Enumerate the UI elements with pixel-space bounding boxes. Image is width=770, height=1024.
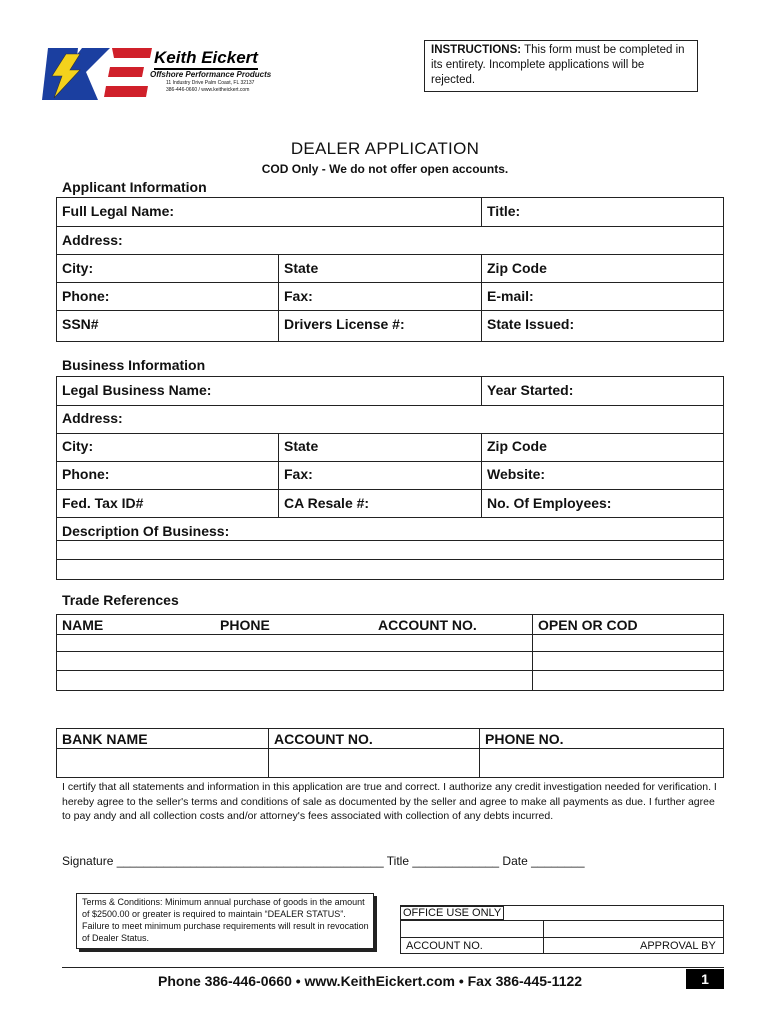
business-section-heading: Business Information bbox=[62, 357, 206, 373]
state-issued-field[interactable]: State Issued: bbox=[487, 316, 575, 332]
employees-field[interactable]: No. Of Employees: bbox=[487, 495, 612, 511]
instructions-box bbox=[424, 40, 698, 92]
applicant-email-field[interactable]: E-mail: bbox=[487, 288, 534, 304]
company-logo bbox=[40, 40, 280, 108]
applicant-fax-field[interactable]: Fax: bbox=[284, 288, 313, 304]
office-use-heading: OFFICE USE ONLY bbox=[400, 906, 504, 920]
business-description-field[interactable]: Description Of Business: bbox=[62, 523, 230, 539]
business-zip-field[interactable]: Zip Code bbox=[487, 438, 547, 454]
applicant-address-field[interactable]: Address: bbox=[62, 232, 123, 248]
business-address-field[interactable]: Address: bbox=[62, 410, 123, 426]
office-account-field[interactable]: ACCOUNT NO. bbox=[406, 940, 483, 952]
signature-line[interactable]: Signature ________________________________________ Title _____________ Date ________ bbox=[62, 854, 585, 868]
business-phone-field[interactable]: Phone: bbox=[62, 466, 110, 482]
applicant-state-field[interactable]: State bbox=[284, 260, 319, 276]
bank-table bbox=[56, 728, 724, 778]
ca-resale-field[interactable]: CA Resale #: bbox=[284, 495, 370, 511]
logo-tagline: Offshore Performance Products bbox=[150, 70, 272, 79]
bank-name-header: BANK NAME bbox=[62, 731, 148, 747]
full-legal-name-field[interactable]: Full Legal Name: bbox=[62, 203, 175, 219]
fed-tax-id-field[interactable]: Fed. Tax ID# bbox=[62, 495, 144, 511]
office-approval-field[interactable]: APPROVAL BY bbox=[640, 940, 716, 952]
page-title: DEALER APPLICATION bbox=[290, 139, 480, 158]
page-number: 1 bbox=[686, 969, 724, 989]
keith-eickert-logo-mark bbox=[40, 40, 155, 108]
year-started-field[interactable]: Year Started: bbox=[487, 382, 574, 398]
applicant-section-heading: Applicant Information bbox=[62, 179, 207, 195]
trade-references-heading: Trade References bbox=[62, 592, 179, 608]
certification-text: I certify that all statements and information in this application are true and correct. I authorize any credit investigation needed for verification. I hereby agree to the seller's terms and conditions of sale as documented by the seller and agree to make all payments as due. I further agree to pay andy and all collection costs and/or attorney's fees associated with collection of any debts incurred. bbox=[62, 781, 717, 822]
applicant-phone-field[interactable]: Phone: bbox=[62, 288, 110, 304]
trade-account-header: ACCOUNT NO. bbox=[378, 617, 477, 633]
applicant-ssn-field[interactable]: SSN# bbox=[62, 316, 99, 332]
trade-name-header: NAME bbox=[62, 617, 104, 633]
bank-phone-header: PHONE NO. bbox=[485, 731, 564, 747]
drivers-license-field[interactable]: Drivers License #: bbox=[284, 316, 405, 332]
page-subtitle: COD Only - We do not offer open accounts. bbox=[261, 162, 509, 176]
business-website-field[interactable]: Website: bbox=[487, 466, 546, 482]
legal-business-name-field[interactable]: Legal Business Name: bbox=[62, 382, 212, 398]
logo-address: 11 Industry Drive Palm Coast, FL 32137 bbox=[166, 80, 255, 86]
business-fax-field[interactable]: Fax: bbox=[284, 466, 313, 482]
footer-contact: Phone 386-446-0660 • www.KeithEickert.com • Fax 386-445-1122 bbox=[158, 973, 583, 989]
trade-open-cod-header: OPEN OR COD bbox=[538, 617, 638, 633]
trade-phone-header: PHONE bbox=[220, 617, 270, 633]
applicant-city-field[interactable]: City: bbox=[62, 260, 94, 276]
bank-account-header: ACCOUNT NO. bbox=[274, 731, 373, 747]
business-state-field[interactable]: State bbox=[284, 438, 319, 454]
logo-brand-name: Keith Eickert bbox=[154, 48, 258, 70]
business-table bbox=[56, 376, 724, 580]
instructions-text: This form must be completed in its entirety. Incomplete applications will be rejected. bbox=[431, 44, 685, 86]
terms-text: Terms & Conditions: Minimum annual purchase of goods in the amount of $2500.00 or greater is required to maintain “DEALER STATUS”. Failure to meet minimum purchase requirements will result in revocation of Dealer Status. bbox=[82, 897, 369, 943]
instructions-heading: INSTRUCTIONS: bbox=[431, 44, 522, 56]
applicant-title-field[interactable]: Title: bbox=[487, 203, 521, 219]
business-city-field[interactable]: City: bbox=[62, 438, 94, 454]
logo-contact: 386-446-0660 / www.keitheickert.com bbox=[166, 87, 250, 93]
applicant-zip-field[interactable]: Zip Code bbox=[487, 260, 547, 276]
